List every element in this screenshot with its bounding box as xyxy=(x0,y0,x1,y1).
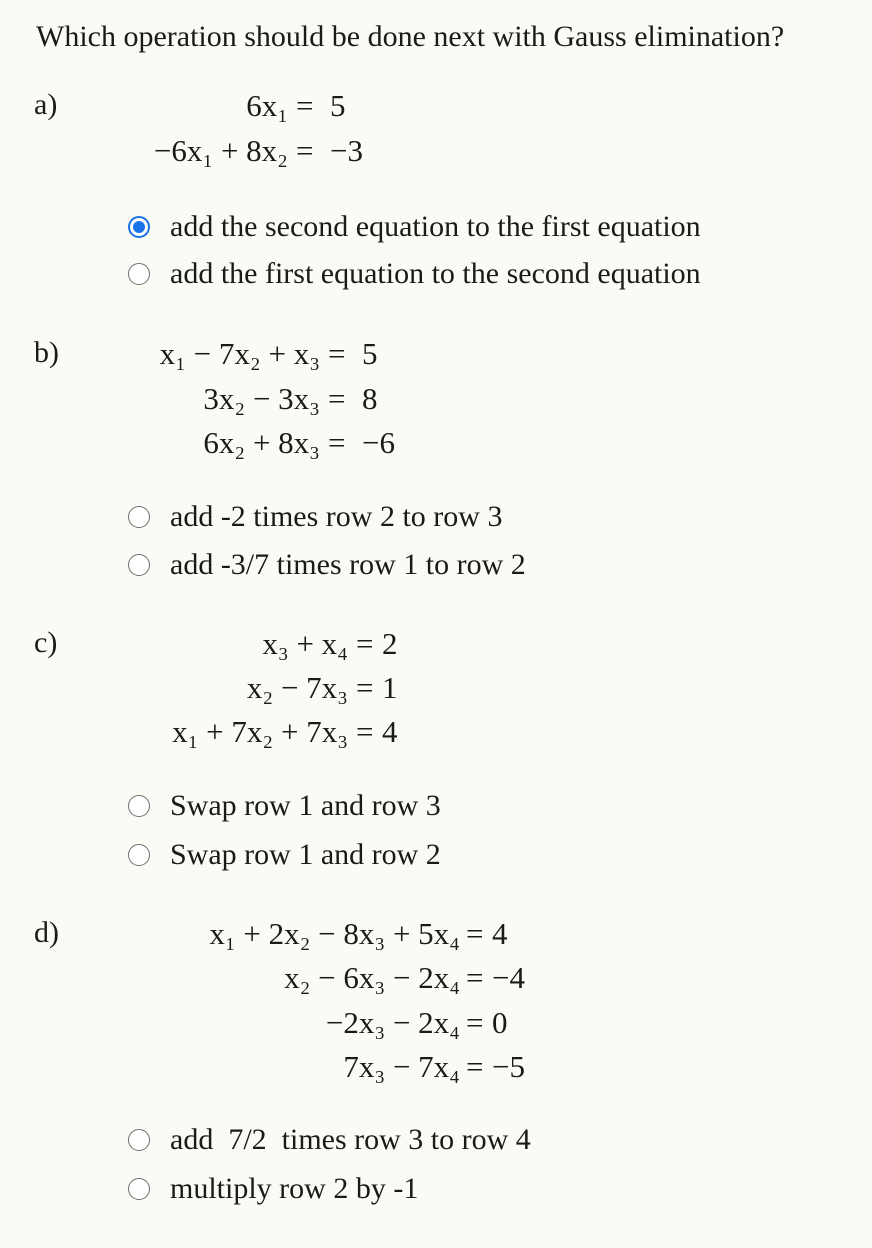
equation-lhs: x₁ + 2x₂ − 8x₃ + 5x₄ xyxy=(209,916,460,951)
equation-lhs: x₁ − 7x₂ + x₃ xyxy=(159,336,320,371)
equals-sign: = xyxy=(466,960,484,995)
part-c-label: c) xyxy=(34,626,58,659)
equation-lhs: x₁ + 7x₂ + 7x₃ xyxy=(172,714,348,749)
equals-sign: = xyxy=(356,714,374,749)
equation-lhs: 6x₂ + 8x₃ xyxy=(203,425,320,460)
equals-sign: = xyxy=(466,1005,484,1040)
equals-sign: = xyxy=(466,916,484,951)
equation-lhs: x₃ + x₄ xyxy=(262,626,348,661)
option-label: add 7/2 times row 3 to row 4 xyxy=(170,1123,531,1156)
part-c-equation-3 xyxy=(0,714,872,758)
part-a-label: a) xyxy=(34,88,58,121)
question-text: Which operation should be done next with Gauss elimination? xyxy=(36,20,785,53)
part-c-equation-1 xyxy=(0,626,872,670)
part-a-equation-2 xyxy=(0,133,872,177)
part-d-option-2[interactable] xyxy=(128,1171,418,1207)
equals-sign: = xyxy=(466,1049,484,1084)
radio-button[interactable] xyxy=(128,1129,150,1151)
radio-button[interactable] xyxy=(128,1178,150,1200)
radio-dot-icon xyxy=(133,221,145,233)
equals-sign: = xyxy=(328,336,346,371)
equation-rhs: −3 xyxy=(330,133,363,168)
equation-rhs: 5 xyxy=(362,336,378,371)
equation-rhs: 8 xyxy=(362,381,378,416)
radio-button[interactable] xyxy=(128,506,150,528)
equals-sign: = xyxy=(356,670,374,705)
part-b-equation-3 xyxy=(0,425,872,469)
part-c-option-1[interactable] xyxy=(128,788,441,824)
equation-rhs: −6 xyxy=(362,425,395,460)
radio-button[interactable] xyxy=(128,795,150,817)
equals-sign: = xyxy=(296,133,314,168)
equation-rhs: 4 xyxy=(382,714,398,749)
equation-rhs: −5 xyxy=(492,1049,525,1084)
option-label: multiply row 2 by -1 xyxy=(170,1172,419,1205)
part-a-equation-1 xyxy=(0,88,872,132)
equation-rhs: 2 xyxy=(382,626,398,661)
equation-lhs: −2x₃ − 2x₄ xyxy=(325,1005,460,1040)
equation-lhs: 6x₁ xyxy=(246,88,288,123)
equation-lhs: 7x₃ − 7x₄ xyxy=(343,1049,460,1084)
part-d-option-1[interactable] xyxy=(128,1122,531,1158)
equation-rhs: 0 xyxy=(492,1005,508,1040)
equation-lhs: x₂ − 7x₃ xyxy=(246,670,348,705)
part-d-equation-1 xyxy=(0,916,872,960)
equation-lhs: 3x₂ − 3x₃ xyxy=(203,381,320,416)
radio-button-selected[interactable] xyxy=(128,216,150,238)
equals-sign: = xyxy=(356,626,374,661)
radio-button[interactable] xyxy=(128,554,150,576)
part-b-option-2[interactable] xyxy=(128,547,526,583)
part-d-equation-2 xyxy=(0,960,872,1004)
part-a-option-1[interactable] xyxy=(128,209,701,245)
equation-lhs: −6x₁ + 8x₂ xyxy=(153,133,288,168)
option-label: add the second equation to the first equation xyxy=(170,210,701,243)
part-d-label: d) xyxy=(34,916,59,949)
part-c-equation-2 xyxy=(0,670,872,714)
part-c-option-2[interactable] xyxy=(128,837,441,873)
part-b-label: b) xyxy=(34,336,59,369)
equals-sign: = xyxy=(328,425,346,460)
option-label: add -2 times row 2 to row 3 xyxy=(170,500,503,533)
option-label: Swap row 1 and row 3 xyxy=(170,789,441,822)
part-b-equation-2 xyxy=(0,381,872,425)
option-label: add -3/7 times row 1 to row 2 xyxy=(170,548,526,581)
radio-button[interactable] xyxy=(128,844,150,866)
part-b-option-1[interactable] xyxy=(128,499,502,535)
option-label: Swap row 1 and row 2 xyxy=(170,838,441,871)
equation-lhs: x₂ − 6x₃ − 2x₄ xyxy=(284,960,460,995)
part-d-equation-3 xyxy=(0,1005,872,1049)
equation-rhs: 4 xyxy=(492,916,508,951)
equals-sign: = xyxy=(296,88,314,123)
part-b-equation-1 xyxy=(0,336,872,380)
equation-rhs: −4 xyxy=(492,960,525,995)
equals-sign: = xyxy=(328,381,346,416)
equation-rhs: 1 xyxy=(382,670,398,705)
radio-button[interactable] xyxy=(128,263,150,285)
part-d-equation-4 xyxy=(0,1049,872,1093)
part-a-option-2[interactable] xyxy=(128,256,701,292)
equation-rhs: 5 xyxy=(330,88,346,123)
option-label: add the first equation to the second equation xyxy=(170,257,701,290)
